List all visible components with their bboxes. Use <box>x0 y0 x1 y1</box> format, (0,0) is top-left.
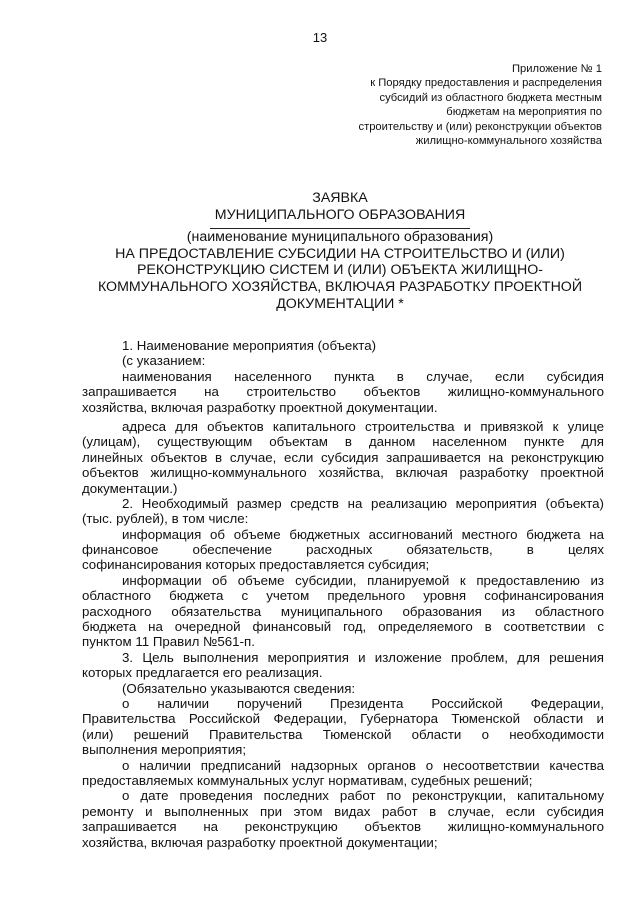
body-line: (Обязательно указываются сведения: <box>122 680 356 696</box>
body-line: запрашивается на строительство объектов жилищно-коммунального <box>82 384 604 400</box>
body-line: выполнения мероприятия; <box>82 742 247 758</box>
document-body <box>82 338 604 850</box>
body-line: документации.) <box>82 480 178 496</box>
body-line: объектов жилищно-коммунального хозяйства, включая разработку проектной <box>82 465 604 481</box>
heading-line: ДОКУМЕНТАЦИИ * <box>276 295 404 312</box>
appendix-line: строительству и (или) реконструкции объектов <box>358 120 602 133</box>
body-line: о наличии поручений Президента Российской Федерации, <box>122 695 604 711</box>
appendix-line: Приложение № 1 <box>511 63 602 75</box>
body-line: 2. Необходимый размер средств на реализацию мероприятия (объекта) <box>122 495 604 511</box>
body-line: финансовое обеспечение расходных обязательств, в целях <box>82 542 604 558</box>
heading-line: РЕКОНСТРУКЦИЮ СИСТЕМ И (ИЛИ) ОБЪЕКТА ЖИЛИЩНО- <box>136 262 544 279</box>
heading-line: КОММУНАЛЬНОГО ХОЗЯЙСТВА, ВКЛЮЧАЯ РАЗРАБОТКУ ПРОЕКТНОЙ <box>97 278 583 295</box>
body-line: адреса для объектов капитального строительства и привязкой к улице <box>122 418 604 434</box>
title-line: ЗАЯВКА <box>312 190 368 206</box>
body-line: 1. Наименование мероприятия (объекта) <box>122 338 377 353</box>
body-line: областного бюджета с учетом предельного уровня софинансирования <box>82 588 604 604</box>
body-line: расходного обязательства муниципального образования из областного <box>82 603 604 619</box>
body-line: Правительства Российской Федерации, Губернатора Тюменской области и <box>82 711 604 727</box>
appendix-line: бюджетам на мероприятия по <box>446 106 602 119</box>
appendix-note <box>302 62 602 148</box>
heading-line: НА ПРЕДОСТАВЛЕНИЕ СУБСИДИИ НА СТРОИТЕЛЬСТВО И (ИЛИ) <box>115 245 565 262</box>
body-line: 3. Цель выполнения мероприятия и изложение проблем, для решения <box>122 649 604 665</box>
document-title-block <box>70 190 610 312</box>
body-line: хозяйства, включая разработку проектной документации. <box>82 399 438 415</box>
body-line: запрашивается на реконструкцию объектов жилищно-коммунального <box>82 819 604 835</box>
title-line: МУНИЦИПАЛЬНОГО ОБРАЗОВАНИЯ <box>214 206 466 223</box>
body-line: о наличии предписаний надзорных органов о несоответствии качества <box>122 757 604 773</box>
body-line: бюджета на очередной финансовый год, определяемого в соответствии с <box>82 619 604 635</box>
body-line: информации об объеме субсидии, планируемой к предоставлению из <box>122 572 604 588</box>
body-line: (или) решений Правительства Тюменской области о необходимости <box>82 726 604 742</box>
body-line: хозяйства, включая разработку проектной документации; <box>82 834 438 850</box>
body-line: ремонту и выполненных при этом видах работ в случае, если субсидия <box>82 803 604 819</box>
body-line: (улицам), существующим объектам в данном населенном пункте для <box>82 434 604 450</box>
body-line: (с указанием: <box>122 353 206 369</box>
appendix-line: субсидий из областного бюджета местным <box>379 91 602 104</box>
body-line: о дате проведения последних работ по реконструкции, капитальному <box>122 788 604 804</box>
page-number: 13 <box>312 30 328 45</box>
appendix-line: к Порядку предоставления и распределения <box>370 77 602 90</box>
appendix-line: жилищно-коммунального хозяйства <box>415 135 602 148</box>
title-subnote: (наименование муниципального образования) <box>186 229 494 246</box>
body-line: предоставляемых коммунальных услуг нормативам, судебных решений; <box>82 772 533 788</box>
body-line: софинансирования которых предоставляется субсидия; <box>82 557 430 573</box>
body-line: (тыс. рублей), в том числе: <box>82 511 249 527</box>
body-line: которых предлагается его реализация. <box>82 665 323 681</box>
body-line: информация об объеме бюджетных ассигнований местного бюджета на <box>122 526 604 542</box>
body-line: наименования населенного пункта в случае, если субсидия <box>122 368 604 384</box>
body-line: пунктом 11 Правил №561-п. <box>82 634 255 650</box>
body-line: линейных объектов в случае, если субсидия запрашивается на реконструкцию <box>82 449 604 465</box>
